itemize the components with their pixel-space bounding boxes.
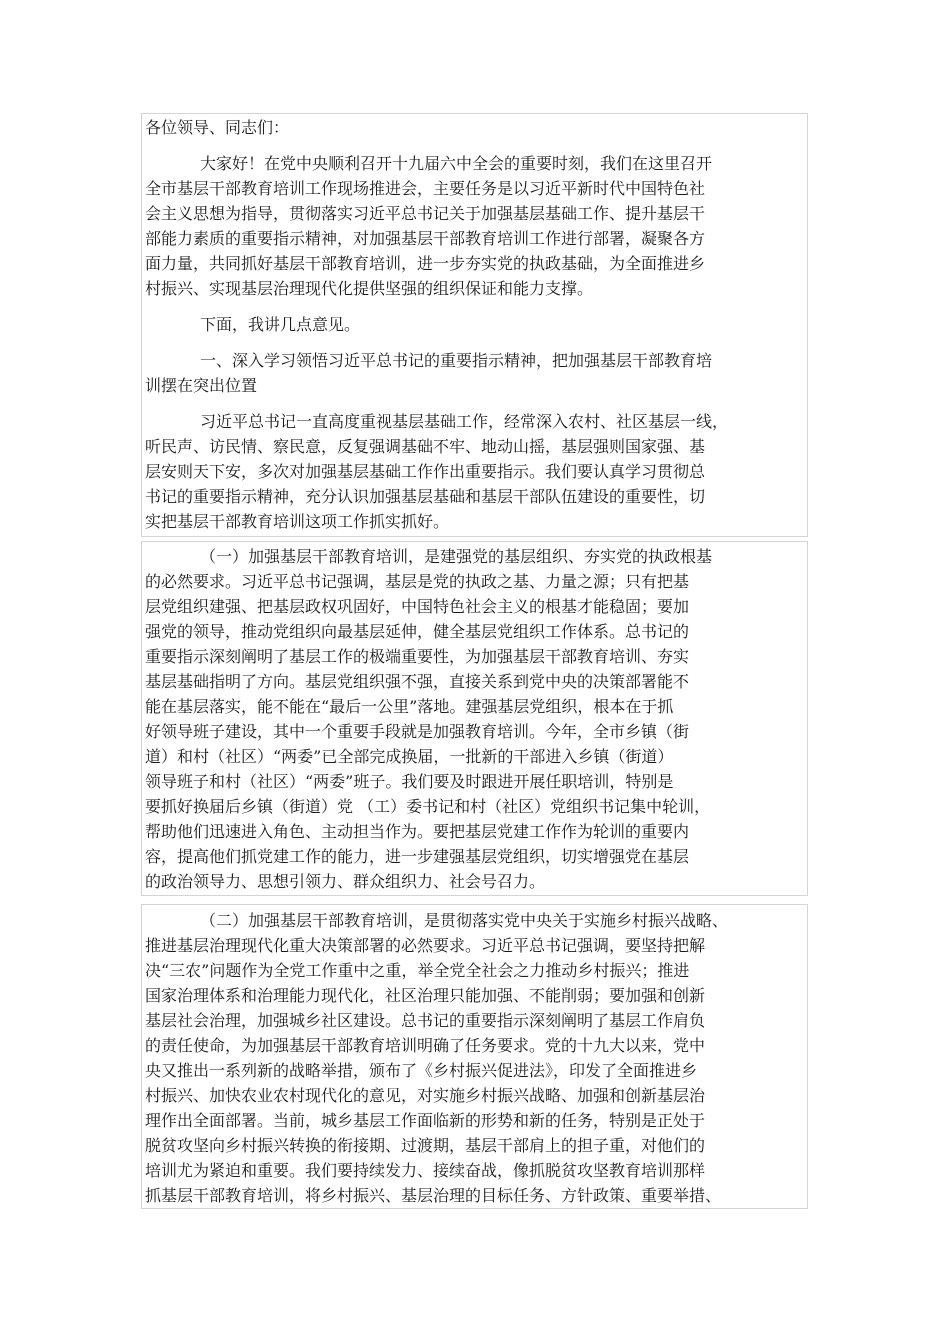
paragraph-line: 基层社会治理，加强城乡社区建设。总书记的重要指示深刻阐明了基层工作肩负: [145, 1011, 706, 1030]
paragraph-line: 央又推出一系列新的战略举措，颁布了《乡村振兴促进法》，印发了全面推进乡: [145, 1061, 698, 1080]
paragraph-line: （一）加强基层干部教育培训，是建强党的基层组织、夯实党的执政根基: [200, 547, 713, 566]
paragraph-line: 面力量，共同抓好基层干部教育培训，进一步夯实党的执政基础，为全面推进乡: [145, 254, 706, 273]
paragraph-line: 好领导班子建设，其中一个重要手段就是加强教育培训。今年，全市乡镇（街: [145, 722, 690, 741]
section-heading-line: 训摆在突出位置: [145, 376, 258, 395]
paragraph-line: （二）加强基层干部教育培训，是贯彻落实党中央关于实施乡村振兴战略、: [200, 911, 729, 930]
paragraph-line: 基层基础指明了方向。基层党组织强不强，直接关系到党中央的决策部署能不: [145, 672, 690, 691]
paragraph-line: 容，提高他们抓党建工作的能力，进一步建强基层党组织，切实增强党在基层: [145, 847, 690, 866]
section-heading-line: 一、深入学习领悟习近平总书记的重要指示精神，把加强基层干部教育培: [200, 351, 713, 370]
paragraph-line: 的责任使命，为加强基层干部教育培训明确了任务要求。党的十九大以来，党中: [145, 1036, 706, 1055]
paragraph-line: 全市基层干部教育培训工作现场推进会，主要任务是以习近平新时代中国特色社: [145, 179, 706, 198]
paragraph-line: 大家好！在党中央顺利召开十九届六中全会的重要时刻，我们在这里召开: [200, 154, 713, 173]
paragraph-line: 能在基层落实，能不能在“最后一公里”落地。建强基层党组织，根本在于抓: [145, 697, 674, 716]
paragraph-line: 抓基层干部教育培训，将乡村振兴、基层治理的目标任务、方针政策、重要举措、: [145, 1186, 722, 1205]
paragraph-line: 重要指示深刻阐明了基层工作的极端重要性，为加强基层干部教育培训、夯实: [145, 647, 690, 666]
paragraph-line: 脱贫攻坚向乡村振兴转换的衔接期、过渡期，基层干部肩上的担子重，对他们的: [145, 1136, 706, 1155]
paragraph-line: 国家治理体系和治理能力现代化，社区治理只能加强、不能削弱；要加强和创新: [145, 986, 706, 1005]
paragraph-line: 决“三农”问题作为全党工作重中之重，举全党全社会之力推动乡村振兴；推进: [145, 961, 690, 980]
paragraph-line: 要抓好换届后乡镇（街道）党 （工）委书记和村（社区）党组织书记集中轮训，: [145, 797, 711, 816]
paragraph-line: 听民声、访民情、察民意，反复强调基础不牢、地动山摇，基层强则国家强、基: [145, 437, 706, 456]
paragraph-line: 部能力素质的重要指示精神，对加强基层干部教育培训工作进行部署，凝聚各方: [145, 229, 706, 248]
paragraph-line: 村振兴、加快农业农村现代化的意见，对实施乡村振兴战略、加强和创新基层治: [145, 1086, 706, 1105]
paragraph-line: 培训尤为紧迫和重要。我们要持续发力、接续奋战，像抓脱贫攻坚教育培训那样: [145, 1161, 706, 1180]
paragraph-line: 强党的领导，推动党组织向最基层延伸，健全基层党组织工作体系。总书记的: [145, 622, 690, 641]
paragraph-line: 理作出全面部署。当前，城乡基层工作面临新的形势和新的任务，特别是正处于: [145, 1111, 706, 1130]
paragraph-line: 层党组织建强、把基层政权巩固好，中国特色社会主义的根基才能稳固；要加: [145, 597, 690, 616]
text-block-point-one: [141, 541, 808, 896]
paragraph-line: 实把基层干部教育培训这项工作抓实抓好。: [145, 512, 450, 531]
paragraph-line: 下面，我讲几点意见。: [200, 315, 361, 334]
paragraph-line: 领导班子和村（社区）“两委”班子。我们要及时跟进开展任职培训，特别是: [145, 772, 674, 791]
paragraph-line: 层安则天下安，多次对加强基层基础工作作出重要指示。我们要认真学习贯彻总: [145, 462, 706, 481]
paragraph-line: 会主义思想为指导，贯彻落实习近平总书记关于加强基层基础工作、提升基层干: [145, 204, 706, 223]
salutation: 各位领导、同志们：: [145, 118, 290, 137]
paragraph-line: 习近平总书记一直高度重视基层基础工作，经常深入农村、社区基层一线，: [200, 412, 729, 431]
paragraph-line: 道）和村（社区）“两委”已全部完成换届，一批新的干部进入乡镇（街道）: [145, 747, 674, 766]
paragraph-line: 的必然要求。习近平总书记强调，基层是党的执政之基、力量之源；只有把基: [145, 572, 690, 591]
paragraph-line: 推进基层治理现代化重大决策部署的必然要求。习近平总书记强调，要坚持把解: [145, 936, 706, 955]
paragraph-line: 的政治领导力、思想引领力、群众组织力、社会号召力。: [145, 872, 546, 891]
text-block-point-two: [141, 904, 808, 1209]
paragraph-line: 书记的重要指示精神，充分认识加强基层基础和基层干部队伍建设的重要性，切: [145, 487, 706, 506]
text-block-intro: [141, 113, 808, 537]
paragraph-line: 帮助他们迅速进入角色、主动担当作为。要把基层党建工作作为轮训的重要内: [145, 822, 690, 841]
paragraph-line: 村振兴、实现基层治理现代化提供坚强的组织保证和能力支撑。: [145, 279, 594, 298]
